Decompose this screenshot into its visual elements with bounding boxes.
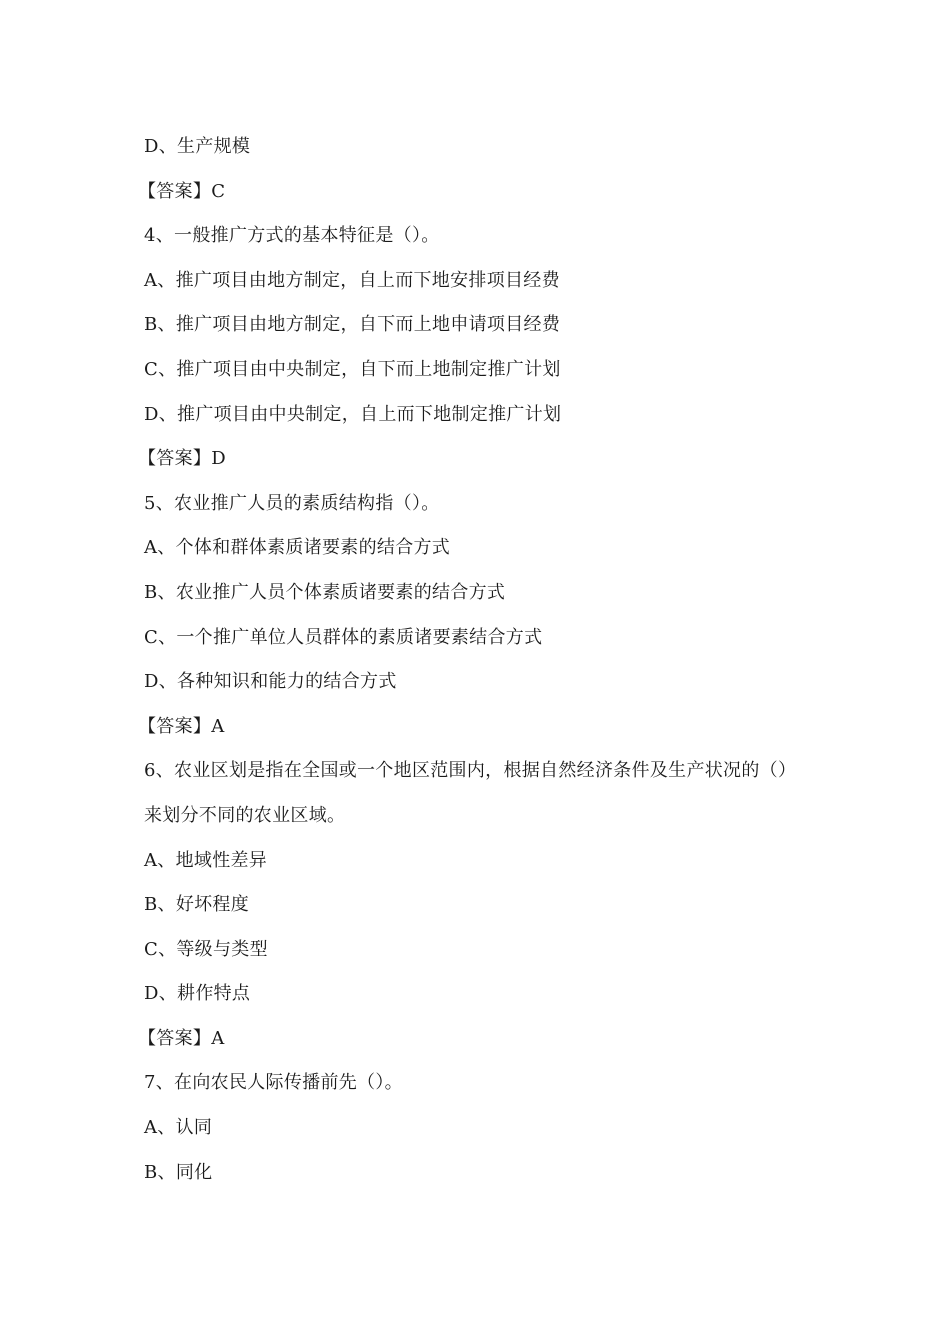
answer-line: 【答案】D	[138, 448, 226, 470]
option-line: A、认同	[144, 1117, 213, 1139]
option-line: C、等级与类型	[144, 938, 268, 960]
question-line: 4、一般推广方式的基本特征是（）。	[144, 225, 440, 247]
answer-line: 【答案】A	[138, 715, 225, 737]
question-line: 5、农业推广人员的素质结构指（）。	[144, 492, 440, 514]
option-line: B、推广项目由地方制定，自下而上地申请项目经费	[144, 314, 561, 336]
answer-line: 【答案】A	[138, 1027, 225, 1049]
option-line: B、同化	[144, 1161, 213, 1183]
question-line: 6、农业区划是指在全国或一个地区范围内，根据自然经济条件及生产状况的（）	[144, 760, 797, 782]
option-line: D、各种知识和能力的结合方式	[144, 671, 397, 693]
option-line: A、个体和群体素质诸要素的结合方式	[144, 537, 451, 559]
option-line: A、推广项目由地方制定，自上而下地安排项目经费	[144, 269, 560, 291]
question-line: 7、在向农民人际传播前先（）。	[144, 1072, 403, 1094]
option-line: C、一个推广单位人员群体的素质诸要素结合方式	[144, 626, 543, 648]
option-line: B、农业推广人员个体素质诸要素的结合方式	[144, 581, 506, 603]
option-line: D、耕作特点	[144, 983, 251, 1005]
option-line: D、生产规模	[144, 136, 251, 157]
question-continuation-line: 来划分不同的农业区域。	[144, 804, 346, 826]
option-line: A、地域性差异	[144, 849, 268, 871]
exam-text-body	[138, 125, 824, 1195]
option-line: C、推广项目由中央制定，自下而上地制定推广计划	[144, 358, 561, 380]
option-line: B、好坏程度	[144, 894, 250, 916]
answer-line: 【答案】C	[138, 180, 226, 202]
option-line: D、推广项目由中央制定，自上而下地制定推广计划	[144, 403, 562, 425]
